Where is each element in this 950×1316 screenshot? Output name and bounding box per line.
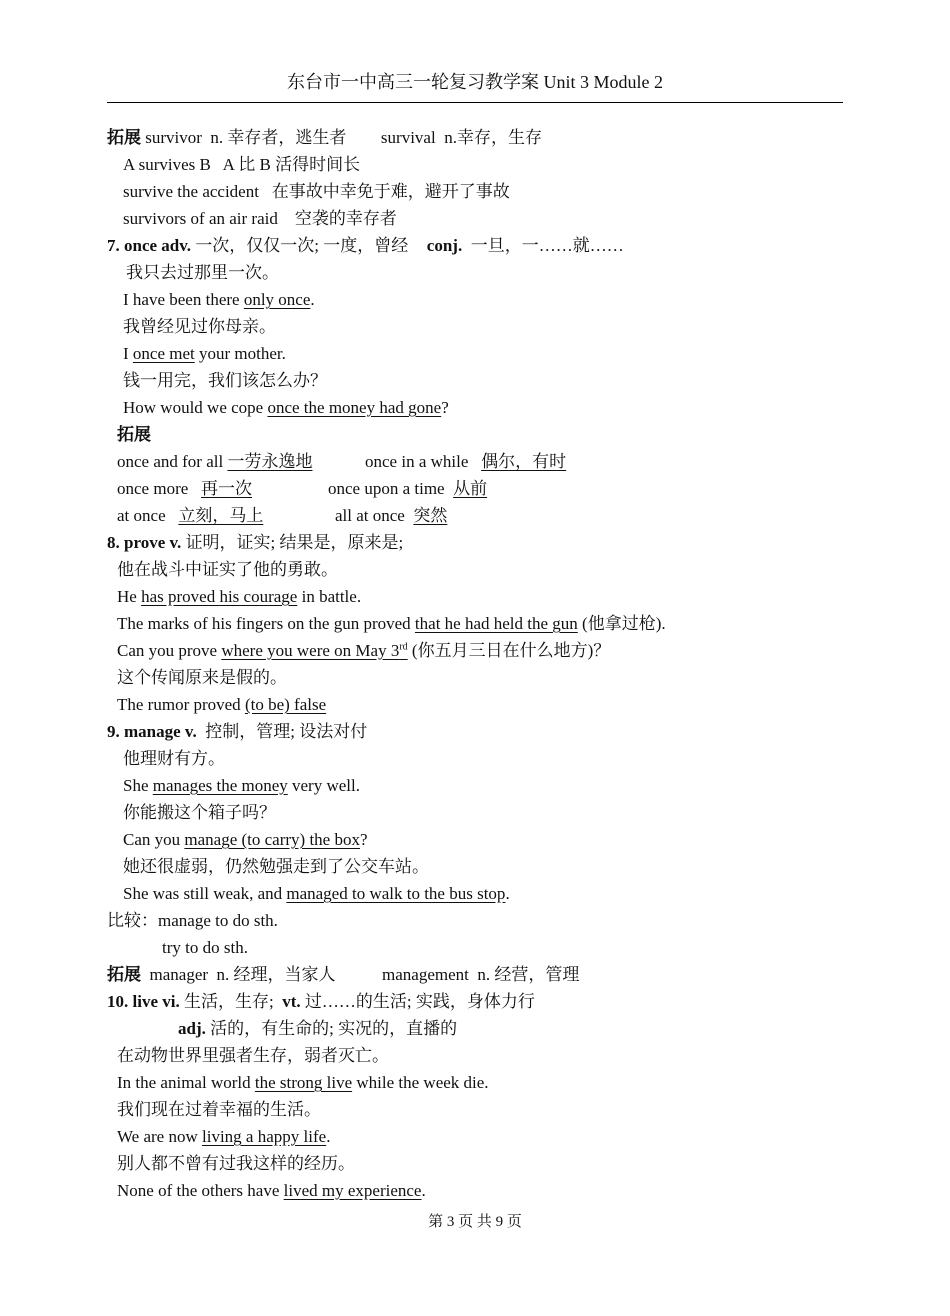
sentence-en [123,880,510,907]
ordinal-suffix: rd [399,641,408,653]
text: The marks of his fingers on the gun proved [117,614,415,633]
example-en: A survives B [123,155,211,174]
underlined-answer: has proved his courage [141,587,298,606]
underlined-answer: that he had held the gun [414,614,578,633]
definition: 过……的生活; 实践，身体力行 [304,992,535,1011]
phrase-en: once upon a time [328,479,445,498]
sentence-cn: 我只去过那里一次。 [126,263,279,282]
sentence-cn: 她还很虚弱，仍然勉强走到了公交车站。 [123,857,429,876]
expand-survivor-line [107,124,542,151]
text: in battle. [297,587,362,606]
entry-prove-heading [107,529,403,556]
text: Can you prove [117,641,222,660]
definition: 一旦，一……就…… [470,236,624,255]
text: She [123,776,153,795]
compare-line [107,907,278,934]
compare-item: manage to do sth. [158,911,278,930]
word: survivor [145,128,202,147]
sentence-en [117,1069,489,1096]
text: I [123,344,133,363]
text: . [421,1181,426,1200]
underlined-answer: only once [243,290,311,309]
phrase-en: all at once [335,506,405,525]
phrase-row [117,448,566,475]
sentence-en [117,691,326,718]
example-cn: A 比 B 活得时间长 [222,155,361,174]
word: management [382,965,469,984]
underlined-answer: managed to walk to the bus stop [286,884,506,903]
sentence-en [117,610,666,637]
compare-item: try to do sth. [162,938,248,957]
part-of-speech: vt. [282,992,301,1011]
underlined-answer: living a happy life [202,1127,327,1146]
text: How would we cope [123,398,268,417]
page-number-footer: 第 3 页 共 9 页 [428,1214,522,1230]
text: (你五月三日在什么地方)？ [407,641,611,660]
definition: n. 经营，管理 [477,965,580,984]
text: (他拿过枪). [577,614,666,633]
sentence-cn: 他理财有方。 [123,749,225,768]
entry-head: 9. manage v. [107,722,197,741]
phrase-en: once more [117,479,189,498]
phrase-cn: 突然 [413,506,448,525]
text: . [505,884,510,903]
definition: n. 幸存者，逃生者 [210,128,347,147]
underlined-answer: (to be) false [244,695,327,714]
phrase-en: at once [117,506,166,525]
expand-label: 拓展 [107,128,141,147]
entry-once-heading [107,232,624,259]
sentence-en [123,826,368,853]
word: manager [149,965,209,984]
phrase-cn: 一劳永逸地 [227,452,313,471]
part-of-speech: conj. [426,236,463,255]
sentence-en [123,394,449,421]
sentence-cn: 我曾经见过你母亲。 [123,317,276,336]
phrase-cn: 立刻，马上 [178,506,264,525]
underlined-answer: manage (to carry) the box [184,830,360,849]
compare-label: 比较： [107,911,158,930]
entry-manage-heading [107,718,367,745]
text: In the animal world [117,1073,255,1092]
text: Can you [123,830,185,849]
sentence-en [117,637,610,664]
text: . [310,290,315,309]
text: We are now [117,1127,203,1146]
expand-manager-line [107,961,579,988]
expand-label: 拓展 [107,965,141,984]
sentence-en [117,583,361,610]
text: while the week die. [352,1073,489,1092]
phrase-row [117,475,487,502]
text: very well. [287,776,360,795]
example-cn: 空袭的幸存者 [294,209,397,228]
text: None of the others have [117,1181,284,1200]
phrase-cn: 偶尔，有时 [481,452,567,471]
sentence-en [117,1177,426,1204]
sentence-en [123,340,286,367]
text: The rumor proved [117,695,245,714]
definition: 证明，证实; 结果是，原来是; [185,533,404,552]
example-line [123,205,397,232]
example-cn: 在事故中幸免于难，避开了事故 [271,182,510,201]
definition: 活的，有生命的; 实况的，直播的 [210,1019,458,1038]
underlined-answer: where you were on May 3 [221,641,400,660]
example-en: survive the accident [123,182,259,201]
example-line [123,178,510,205]
sentence-cn: 别人都不曾有过我这样的经历。 [117,1154,355,1173]
text: . [326,1127,331,1146]
text: ? [359,830,368,849]
expand-label: 拓展 [117,425,151,444]
sentence-cn: 钱一用完，我们该怎么办？ [123,371,327,390]
definition: n.幸存，生存 [444,128,542,147]
phrase-row [117,502,447,529]
definition: 生活，生存; [183,992,274,1011]
text: your mother. [194,344,286,363]
sentence-cn: 在动物世界里强者生存，弱者灭亡。 [117,1046,389,1065]
part-of-speech: adj. [178,1019,206,1038]
entry-live-adj [178,1015,457,1042]
underlined-answer: manages the money [152,776,288,795]
text: She was still weak, and [123,884,287,903]
sentence-en [117,1123,330,1150]
underlined-answer: once met [132,344,195,363]
text: ? [441,398,449,417]
example-en: survivors of an air raid [123,209,278,228]
entry-head: 8. prove v. [107,533,182,552]
definition: 一次，仅仅一次; 一度，曾经 [195,236,409,255]
underlined-answer: the strong live [254,1073,353,1092]
sentence-cn: 你能搬这个箱子吗？ [123,803,276,822]
word: survival [380,128,436,147]
sentence-cn: 这个传闻原来是假的。 [117,668,287,687]
entry-head: 7. once adv. [107,236,192,255]
underlined-answer: once the money had gone [267,398,442,417]
phrase-cn: 再一次 [201,479,253,498]
sentence-en [123,286,315,313]
phrase-en: once in a while [365,452,469,471]
underlined-answer: lived my experience [283,1181,422,1200]
entry-head: 10. live vi. [107,992,180,1011]
entry-live-heading [107,988,535,1015]
text: He [117,587,142,606]
definition: n. 经理，当家人 [216,965,336,984]
sentence-en [123,772,360,799]
page-header: 东台市一中高三一轮复习教学案 Unit 3 Module 2 [107,68,843,103]
phrase-cn: 从前 [453,479,488,498]
text: I have been there [123,290,244,309]
sentence-cn: 我们现在过着幸福的生活。 [117,1100,321,1119]
example-line [123,151,360,178]
sentence-cn: 他在战斗中证实了他的勇敢。 [117,560,338,579]
definition: 控制，管理; 设法对付 [205,722,368,741]
phrase-en: once and for all [117,452,224,471]
